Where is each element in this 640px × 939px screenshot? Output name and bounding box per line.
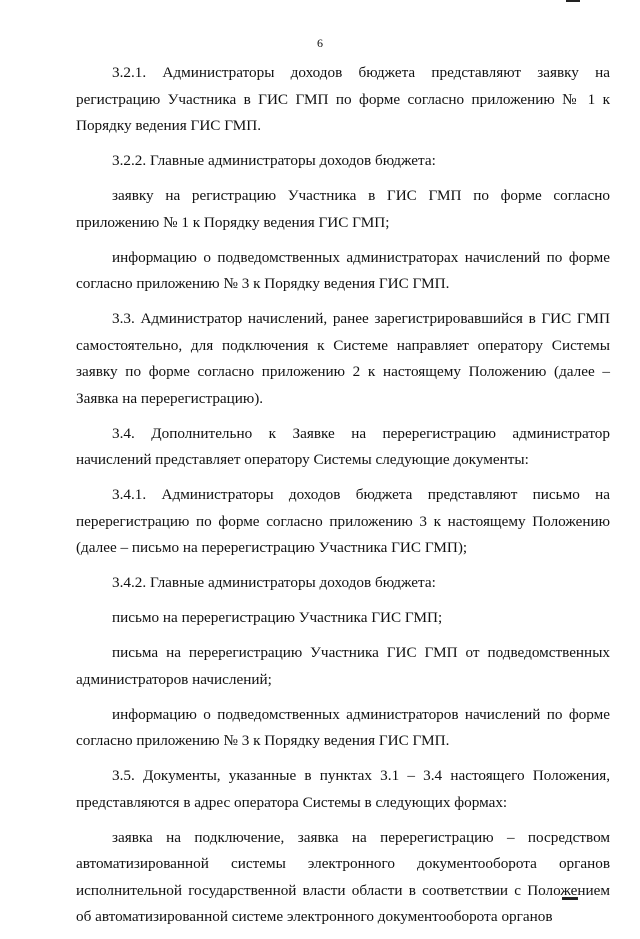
paragraph-3-4-2: 3.4.2. Главные администраторы доходов бюджета: xyxy=(112,574,436,591)
document-body xyxy=(76,60,610,939)
scan-mark-top-right xyxy=(566,0,580,2)
paragraph-3-3: 3.3. Администратор начислений, ранее зарегистрировавшийся в ГИС ГМП самостоятельно, для подключения к Системе направляет оператору Системы заявку по форме согласно приложению 2 к настоящему Положению (далее – Заявка на перерегистрацию). xyxy=(76,310,610,407)
paragraph-registration-request: заявку на регистрацию Участника в ГИС ГМП по форме согласно приложению № 1 к Порядку ведения ГИС ГМП; xyxy=(76,187,610,231)
page-number: 6 xyxy=(317,36,323,50)
paragraph-submission-forms: заявка на подключение, заявка на перерегистрацию – посредством автоматизированной системы электронного документооборота органов исполнительной государственной власти области в соответствии с Положением об автоматизированной системе электронного документооборота органов xyxy=(76,828,610,925)
paragraph-reregistration-letter: письмо на перерегистрацию Участника ГИС ГМП; xyxy=(112,609,443,626)
paragraph-subordinate-letters: письма на перерегистрацию Участника ГИС ГМП от подведомственных администраторов начислений; xyxy=(76,644,610,688)
paragraph-subordinate-info-2: информацию о подведомственных администраторов начислений по форме согласно приложению № 3 к Порядку ведения ГИС ГМП. xyxy=(76,705,610,749)
paragraph-3-4: 3.4. Дополнительно к Заявке на перерегистрацию администратор начислений представляет оператору Системы следующие документы: xyxy=(76,424,610,468)
paragraph-subordinate-info: информацию о подведомственных администраторах начислений по форме согласно приложению № 3 к Порядку ведения ГИС ГМП. xyxy=(76,248,610,292)
paragraph-3-2-1: 3.2.1. Администраторы доходов бюджета представляют заявку на регистрацию Участника в ГИС ГМП по форме согласно приложению № 1 к Порядку ведения ГИС ГМП. xyxy=(76,64,610,134)
paragraph-3-4-1: 3.4.1. Администраторы доходов бюджета представляют письмо на перерегистрацию по форме согласно приложению 3 к настоящему Положению (далее – письмо на перерегистрацию Участника ГИС ГМП); xyxy=(76,486,610,556)
paragraph-3-2-2: 3.2.2. Главные администраторы доходов бюджета: xyxy=(112,152,436,169)
paragraph-3-5: 3.5. Документы, указанные в пунктах 3.1 – 3.4 настоящего Положения, представляются в адрес оператора Системы в следующих формах: xyxy=(76,767,610,811)
